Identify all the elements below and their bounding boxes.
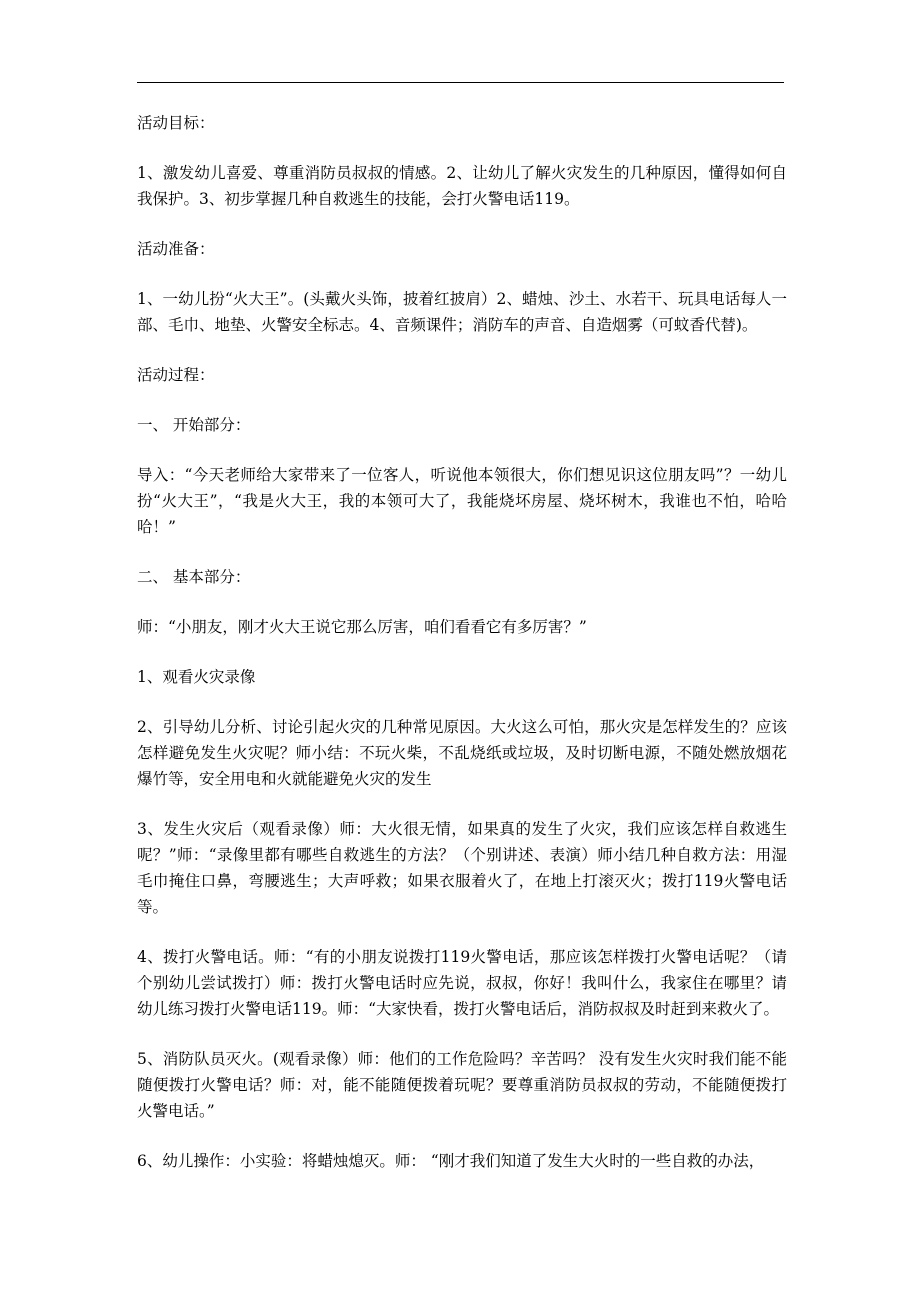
section-heading-goals: 活动目标：: [137, 114, 215, 132]
header-rule: [137, 82, 784, 83]
paragraph-introduction: 导入：“今天老师给大家带来了一位客人，听说他本领很大，你们想见识这位朋友吗”？一幼儿扮“火大王”，“我是火大王，我的本领可大了，我能烧坏房屋、烧坏树木，我谁也不怕，哈哈哈！”: [137, 466, 787, 536]
paragraph-step-2: 2、引导幼儿分析、讨论引起火灾的几种常见原因。大火这么可怕，那火灾是怎样发生的？应该怎样避免发生火灾呢？师小结：不玩火柴，不乱烧纸或垃圾，及时切断电源，不随处燃放烟花爆竹等，安全用电和火就能避免火灾的发生: [137, 718, 787, 788]
paragraph-goals: 1、激发幼儿喜爱、尊重消防员叔叔的情感。2、让幼儿了解火灾发生的几种原因，懂得如何自我保护。3、初步掌握几种自救逃生的技能，会打火警电话119。: [137, 164, 787, 208]
section-heading-part-one: 一、 开始部分：: [137, 416, 251, 434]
paragraph-step-1: 1、观看火灾录像: [137, 668, 256, 686]
section-heading-part-two: 二、 基本部分：: [137, 568, 251, 586]
paragraph-teacher-question: 师：“小朋友，刚才火大王说它那么厉害，咱们看看它有多厉害？”: [137, 618, 587, 636]
section-heading-process: 活动过程：: [137, 366, 215, 384]
section-heading-preparation: 活动准备：: [137, 240, 215, 258]
paragraph-preparation: 1、一幼儿扮“火大王”。(头戴火头饰，披着红披肩）2、蜡烛、沙土、水若干、玩具电话每人一部、毛巾、地垫、火警安全标志。4、音频课件；消防车的声音、自造烟雾（可蚊香代替)。: [137, 290, 787, 334]
paragraph-step-4: 4、拨打火警电话。师：“有的小朋友说拨打119火警电话，那应该怎样拨打火警电话呢？（请个别幼儿尝试拨打）师：拨打火警电话时应先说，叔叔，你好！我叫什么，我家住在哪里？请幼儿练习拨打火警电话119。师：“大家快看，拨打火警电话后，消防叔叔及时赶到来救火了。: [137, 948, 787, 1018]
document-body: [137, 110, 787, 1198]
paragraph-step-5: 5、消防队员灭火。(观看录像）师：他们的工作危险吗？辛苦吗？ 没有发生火灾时我们能不能随便拨打火警电话？师：对，能不能随便拨着玩呢？要尊重消防员叔叔的劳动，不能随便拨打火警电话。”: [137, 1050, 787, 1120]
paragraph-step-6: 6、幼儿操作：小实验：将蜡烛熄灭。师： “刚才我们知道了发生大火时的一些自救的办法，: [137, 1152, 765, 1170]
paragraph-step-3: 3、发生火灾后（观看录像）师：大火很无情，如果真的发生了火灾，我们应该怎样自救逃生呢？”师：“录像里都有哪些自救逃生的方法？（个别讲述、表演）师小结几种自救方法：用湿毛巾掩住口鼻，弯腰逃生；大声呼救；如果衣服着火了，在地上打滚灭火；拨打119火警电话等。: [137, 820, 787, 916]
